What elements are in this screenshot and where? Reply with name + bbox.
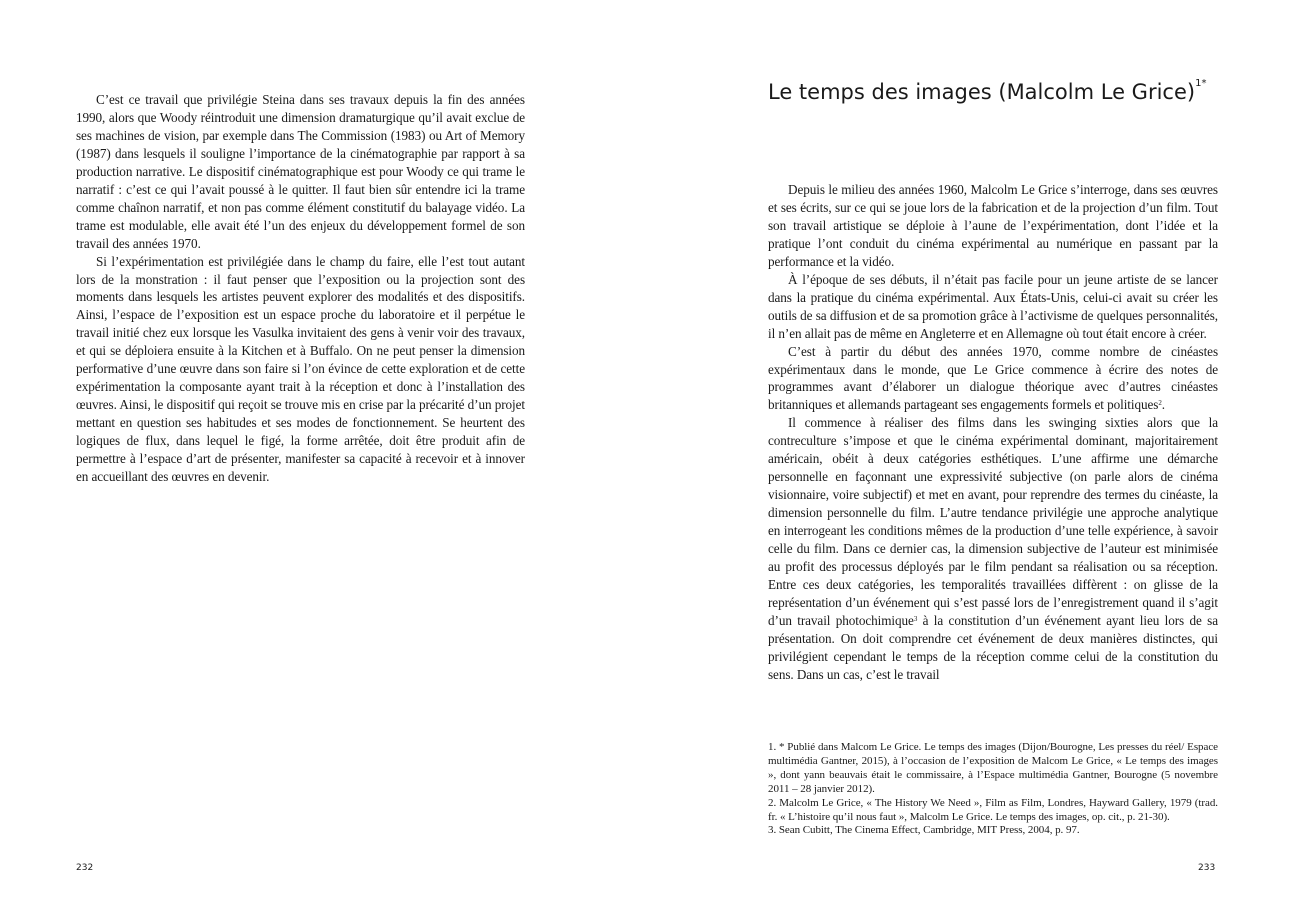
right-text-column <box>768 181 1218 684</box>
footnote-ref-3: 3 <box>913 614 918 623</box>
left-text-column <box>76 91 525 486</box>
chapter-title-text: Le temps des images (Malcolm Le Grice) <box>768 80 1196 104</box>
right-paragraph-4-cont: à la constitution d’un événement ayant lieu lors de sa présentation. On doit comprendre cet événement de deux manières distinctes, qui privilégient cependant le temps de la réception comme celui de la constitution du sens. Dans un cas, c’est le travail <box>768 612 1218 682</box>
right-paragraph-3 <box>768 343 1218 415</box>
right-paragraph-4-text: Il commence à réaliser des films dans les swinging sixties alors que la contreculture s’impose et que le cinéma expérimental dominant, majoritairement américain, obéit à deux catégories esthétiques. L’une affirme une démarche personnelle en façonnant une expressivité subjective (on parle alors de cinéma visionnaire, voire subjectif) et met en avant, pour reprendre des termes du cinéaste, la dimension personnelle du film. L’autre tendance privilégie une approche analytique en interrogeant les conditions mêmes de la production d’une telle expérience, à savoir celle du film. Dans ce dernier cas, la dimension subjective de l’auteur est minimisée au profit des processus déployés par le film pendant sa réalisation ou sa réception. Entre ces deux catégories, les temporalités travaillées diffèrent : on glisse de la représentation d’un événement qui s’est passé lors de l’enregistrement quand il s’agit d’un travail photochimique <box>768 415 1218 628</box>
right-paragraph-1: Depuis le milieu des années 1960, Malcolm Le Grice s’interroge, dans ses œuvres et ses écrits, sur ce qui se joue lors de la fabrication et de la projection d’un film. Tout son travail artistique se déploie à l’aune de l’expérimentation, dont l’idée et la pratique l’ont conduit du cinéma expérimental au numérique en passant par la performance et la vidéo. <box>768 182 1218 269</box>
footnote-3: 3. Sean Cubitt, The Cinema Effect, Cambridge, MIT Press, 2004, p. 97. <box>768 824 1080 837</box>
chapter-title-note: 1* <box>1195 78 1207 89</box>
footnote-2: 2. Malcolm Le Grice, « The History We Need », Film as Film, Londres, Hayward Gallery, 1979 (trad. fr. « L’histoire qu’il nous faut », Malcolm Le Grice. Le temps des images, op. cit., p. 21-30). <box>768 796 1218 823</box>
page-number-left: 232 <box>76 863 94 873</box>
left-paragraph-1: C’est ce travail que privilégie Steina dans ses travaux depuis la fin des années 1990, alors que Woody réintroduit une dimension dramaturgique qu’il avait exclue de ses machines de vision, par exemple dans The Commission (1983) ou Art of Memory (1987) dans lesquels il souligne l’importance de la cinématographie par rapport à sa production narrative. Le dispositif cinématographique est pour Woody ce qui trame le narratif : c’est ce qui l’avait poussé à le quitter. Il faut bien sûr entendre ici la trame comme chaînon narratif, et non pas comme élément constitutif du balayage vidéo. La trame est modulable, elle avait été l’un des enjeux du développement formel de son travail des années 1970. <box>76 92 525 251</box>
right-paragraph-4 <box>768 414 1218 683</box>
chapter-title <box>768 80 1206 104</box>
footnote-1: 1. * Publié dans Malcom Le Grice. Le temps des images (Dijon/Bourogne, Les presses du réel/ Espace multimédia Gantner, 2015), à l’occasion de l’exposition de Malcom Le Grice, « Le temps des images », dont yann beauvais était le commissaire, à l’Espace multimédia Gantner, Bourogne (5 novembre 2011 – 28 janvier 2012). <box>768 741 1218 795</box>
footnotes <box>768 741 1218 838</box>
left-paragraph-2: Si l’expérimentation est privilégiée dans le champ du faire, elle l’est tout autant lors de la monstration : il faut penser que l’exposition ou la projection sont des moments dans lesquels les artistes peuvent explorer des modalités et des dispositifs. Ainsi, l’espace de l’exposition est un espace proche du laboratoire et il perpétue le travail initié chez eux lorsque les Vasulka invitaient des gens à venir voir des travaux, et qui se déploiera ensuite à la Kitchen et à Buffalo. On ne peut penser la dimension performative d’une œuvre dans son faire si l’on évince de cette exploration et de cette expérimentation la composante ayant trait à la réception et donc à l’installation des œuvres. Ainsi, le dispositif qui reçoit se trouve mis en crise par la précarité d’un projet mettant en question ses habitudes et ses modes de fonctionnement. Se heurtent des logiques de flux, dans lequel le figé, la forme arrêtée, doit être produit afin de permettre à l’espace d’art de présenter, manifester sa capacité à recevoir et à innover en accueillant des œuvres en devenir. <box>76 253 525 485</box>
footnote-ref-2: 2 <box>1158 399 1162 408</box>
right-paragraph-3-text: C’est à partir du début des années 1970, comme nombre de cinéastes expérimentaux dans le monde, que Le Grice commence à écrire des notes de programmes avant d’élaborer un dialogue théorique avec d’autres cinéastes britanniques et allemands partageant ses engagements formels et politiques <box>768 343 1218 413</box>
left-page <box>0 0 646 913</box>
right-paragraph-2: À l’époque de ses débuts, il n’était pas facile pour un jeune artiste de se lancer dans la pratique du cinéma expérimental. Aux États-Unis, celui-ci avait su créer les outils de sa diffusion et de sa promotion grâce à l’activisme de quelques personnalités, il n’en allait pas de même en Angleterre et en Allemagne où tout était encore à créer. <box>768 271 1218 341</box>
page-number-right: 233 <box>1198 863 1216 873</box>
right-page <box>646 0 1293 913</box>
right-paragraph-3-end: . <box>1161 397 1165 413</box>
